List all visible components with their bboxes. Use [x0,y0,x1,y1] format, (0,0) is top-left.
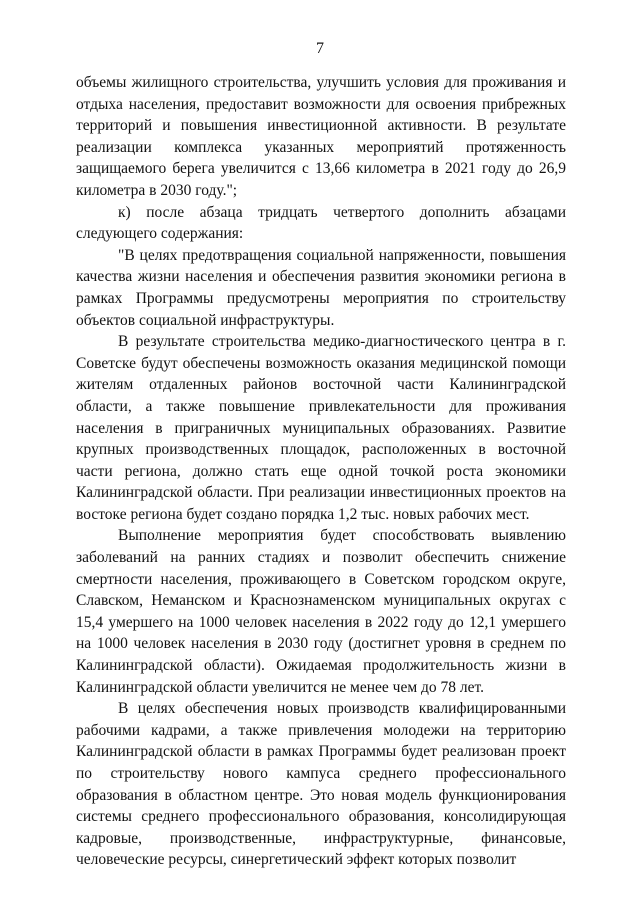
paragraph-amendment-k: к) после абзаца тридцать четвертого дополнить абзацами следующего содержания: [76,203,566,243]
paragraph-education-campus: В целях обеспечения новых производств квалифицированными рабочими кадрами, а также привлечения молодежи на территорию Калининградской области в рамках Программы будет реализован проект по строительству нового кампуса среднего профессионального образования в областном центре. Это новая модель функционирования системы среднего профессионального образования, консолидирующая кадровые, производственные, инфраструктурные, финансовые, человеческие ресурсы, синергетический эффект которых позволит [76,700,566,869]
paragraph-continuation: объемы жилищного строительства, улучшить условия для проживания и отдыха населения, предоставит возможности для освоения прибрежных территорий и повышения инвестиционной активности. В результате реализации комплекса указанных мероприятий протяженность защищаемого берега увеличится с 13,66 километра в 2021 году до 26,9 километра в 2030 году."; [76,74,566,199]
paragraph-mortality: Выполнение мероприятия будет способствовать выявлению заболеваний на ранних стадиях и позволит обеспечить снижение смертности населения, проживающего в Советском городском округе, Славском, Неманском и Краснознаменском муниципальных округах с 15,4 умершего на 1000 человек населения в 2022 году до 12,1 умершего на 1000 человек населения в 2030 году (достигнет уровня в среднем по Калининградской области). Ожидаемая продолжительность жизни в Калининградской области увеличится не менее чем до 78 лет. [76,527,566,696]
page-number: 7 [316,40,324,57]
document-body [76,72,566,871]
paragraph-medical-center: В результате строительства медико-диагностического центра в г. Советске будут обеспечены возможность оказания медицинской помощи жителям отдаленных районов восточной части Калининградской области, а также повышение привлекательности для проживания населения в приграничных муниципальных образованиях. Развитие крупных производственных площадок, расположенных в восточной части региона, должно стать еще одной точкой роста экономики Калининградской области. При реализации инвестиционных проектов на востоке региона будет создано порядка 1,2 тыс. новых рабочих мест. [76,333,566,523]
paragraph-social-infrastructure: "В целях предотвращения социальной напряженности, повышения качества жизни населения и обеспечения развития экономики региона в рамках Программы предусмотрены мероприятия по строительству объектов социальной инфраструктуры. [76,246,566,329]
